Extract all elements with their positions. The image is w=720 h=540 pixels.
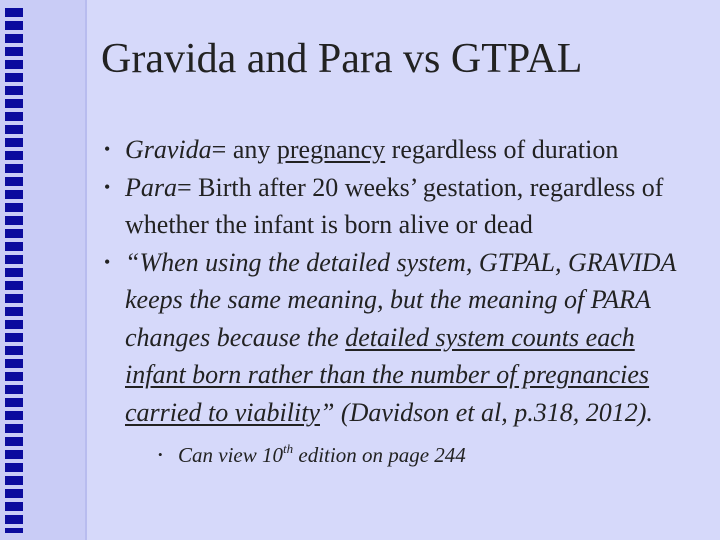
para-definition-text: = Birth after 20 weeks’ gestation, regardless of whether the infant is born alive or dead bbox=[125, 172, 664, 239]
edition-note-before: Can view 10 bbox=[178, 443, 283, 467]
quote-start-text: “When using the detailed system, GTPAL, GRAVIDA keeps the same meaning, but the meaning of PARA changes because the bbox=[125, 247, 676, 352]
bullet-list bbox=[104, 131, 688, 471]
left-decorative-band bbox=[0, 0, 87, 540]
bullet-icon: • bbox=[104, 176, 111, 197]
edition-note-sup: th bbox=[283, 441, 294, 456]
bullet-item-gravida bbox=[104, 131, 688, 169]
slide-title: Gravida and Para vs GTPAL bbox=[101, 36, 583, 82]
gravida-eq-text: = any bbox=[211, 135, 277, 164]
gravida-rest-text: regardless of duration bbox=[385, 135, 619, 164]
sub-bullet-icon: • bbox=[158, 447, 163, 462]
bullet-icon: • bbox=[104, 139, 111, 159]
pregnancy-link[interactable]: pregnancy bbox=[276, 135, 386, 164]
bullet-item-para bbox=[104, 169, 688, 244]
term-para: Para bbox=[125, 172, 177, 202]
term-gravida: Gravida bbox=[125, 135, 212, 164]
quote-end-text: ” (Davidson et al, p.318, 2012). bbox=[319, 397, 653, 427]
bullet-item-quote bbox=[104, 244, 688, 472]
bullet-icon: • bbox=[104, 251, 111, 272]
square-pattern-decoration bbox=[5, 8, 23, 533]
edition-note-after: edition on page 244 bbox=[293, 443, 466, 467]
detailed-system-link[interactable]: detailed system counts each infant born rather than the number of pregnancies carried to viability bbox=[125, 322, 650, 427]
sub-bullet-edition-note bbox=[158, 439, 688, 471]
